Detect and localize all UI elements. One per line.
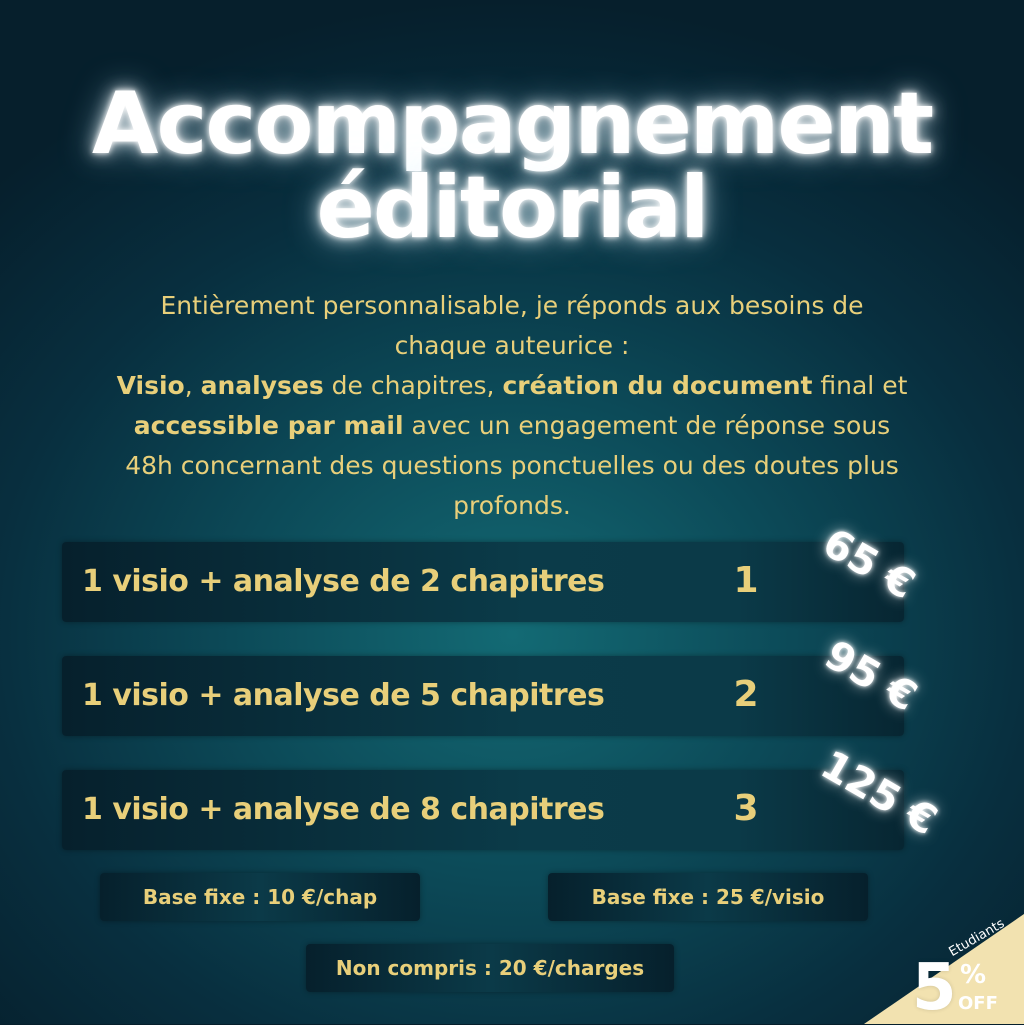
description [60,286,964,526]
offer-row-2 [62,656,904,736]
badge-percent: % [960,960,987,990]
note-base-visio: Base fixe : 25 €/visio [548,873,868,921]
note-charges: Non compris : 20 €/charges [306,944,674,992]
offer-row-1 [62,542,904,622]
offer-price-3: 125 € [813,742,945,845]
text-part: de chapitres, [323,371,503,400]
badge-off: OFF [958,993,998,1014]
description-line [60,406,964,446]
offer-row-3 [62,770,904,850]
offer-price-1: 65 € [815,520,923,609]
offer-number: 2 [733,674,759,715]
highlight-visio: Visio [116,371,185,400]
text-part: , [184,371,201,400]
highlight-creation: création du document [502,371,813,400]
discount-badge [908,916,1018,1025]
badge-number: 5 [912,951,957,1025]
offer-number: 1 [733,560,759,601]
offer-label: 1 visio + analyse de 5 chapitres [82,678,605,713]
badge-audience: Etudiants [946,916,1008,960]
offer-price-2: 95 € [817,632,925,721]
text-part: avec un engagement de réponse sous [403,411,891,440]
offer-number: 3 [733,788,759,829]
description-line: chaque auteurice : [394,331,630,360]
text-part: final et [812,371,908,400]
description-line [60,366,964,406]
offer-label: 1 visio + analyse de 8 chapitres [82,792,605,827]
note-base-chap: Base fixe : 10 €/chap [100,873,420,921]
highlight-analyses: analyses [200,371,324,400]
page-title-line-1: Accompagnement [91,74,933,174]
description-line: Entièrement personnalisable, je réponds aux besoins de [160,291,864,320]
offer-label: 1 visio + analyse de 2 chapitres [82,564,605,599]
highlight-accessible: accessible par mail [133,411,404,440]
description-line: 48h concernant des questions ponctuelles ou des doutes plus [125,451,899,480]
page-title-line-2: éditorial [316,158,708,258]
description-line: profonds. [453,491,571,520]
